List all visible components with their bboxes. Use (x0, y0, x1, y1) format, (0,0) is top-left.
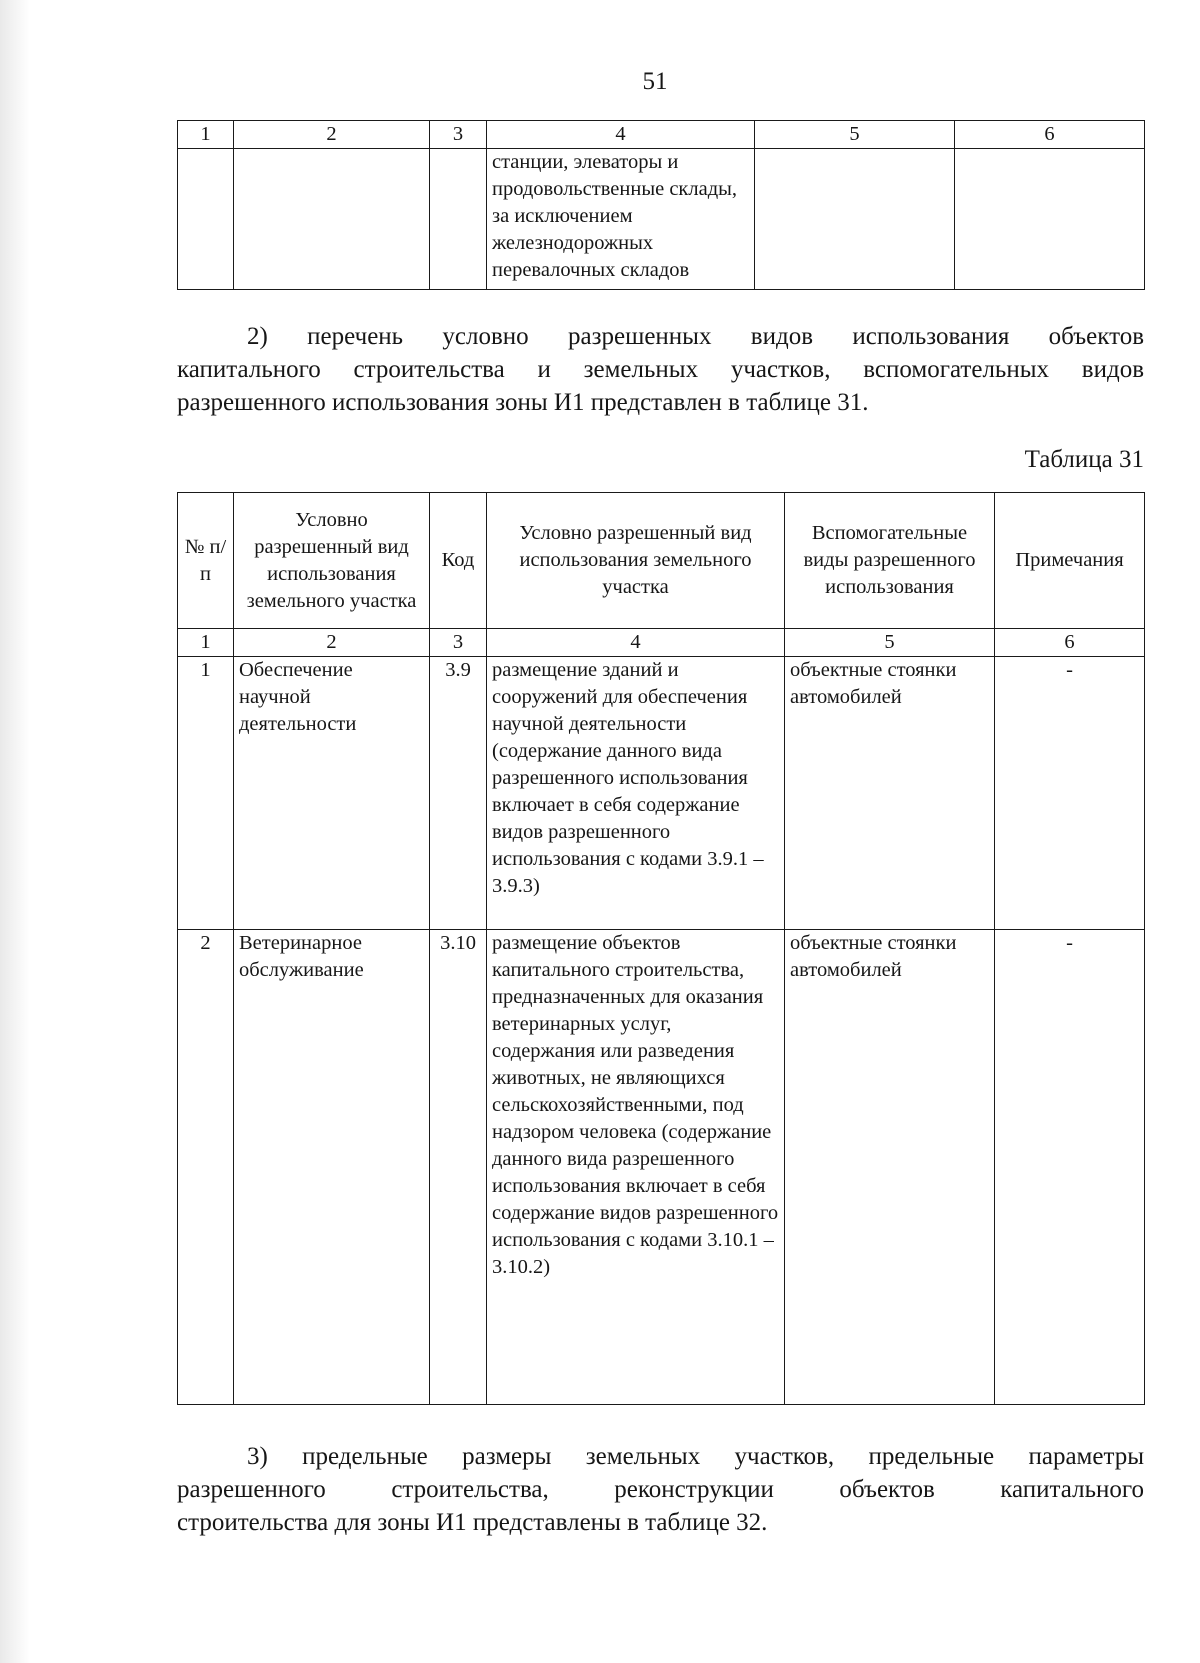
paragraph-line: 3) предельные размеры земельных участков, предельные параметры (247, 1443, 1144, 1470)
table-cell (234, 149, 430, 290)
column-number: 3 (430, 629, 487, 657)
row-aux: объектные стоянки автомобилей (785, 657, 995, 930)
table-cell (755, 149, 955, 290)
column-number: 5 (785, 629, 995, 657)
column-number: 3 (430, 121, 487, 149)
row-notes: - (995, 930, 1145, 1405)
column-number: 2 (234, 121, 430, 149)
row-code: 3.9 (430, 657, 487, 930)
page-number: 51 (642, 68, 668, 95)
paragraph-line: капитального строительства и земельных участков, вспомогательных видов (177, 356, 1144, 383)
column-number: 4 (487, 629, 785, 657)
column-number: 2 (234, 629, 430, 657)
column-number: 6 (995, 629, 1145, 657)
table-row (178, 930, 1145, 1405)
paragraph-2 (177, 320, 1144, 419)
paragraph-line: 2) перечень условно разрешенных видов использования объектов (247, 323, 1144, 350)
header-notes: Примечания (995, 493, 1145, 629)
table-cell (178, 149, 234, 290)
continued-table (177, 120, 1145, 290)
column-number: 1 (178, 629, 234, 657)
header-code: Код (430, 493, 487, 629)
row-description: размещение объектов капитального строительства, предназначенных для оказания ветеринарных услуг, содержания или разведения животных, не являющихся сельскохозяйственными, под надзором человека (содержание данного вида разрешенного использования включает в себя содержание видов разрешенного использования с кодами 3.10.1 – 3.10.2) (487, 930, 785, 1405)
column-number: 1 (178, 121, 234, 149)
scan-edge-shading (0, 0, 30, 1663)
table-row (178, 657, 1145, 930)
row-notes: - (995, 657, 1145, 930)
paragraph-line: разрешенного использования зоны И1 представлен в таблице 31. (177, 389, 869, 416)
paragraph-line: разрешенного строительства, реконструкции объектов капитального (177, 1476, 1144, 1503)
header-kind: Условно разрешенный вид использования земельного участка (234, 493, 430, 629)
column-number: 6 (955, 121, 1145, 149)
table-cell (430, 149, 487, 290)
header-aux: Вспомогательные виды разрешенного использования (785, 493, 995, 629)
column-number: 4 (487, 121, 755, 149)
row-num: 1 (178, 657, 234, 930)
table-cell-description: станции, элеваторы и продовольственные склады, за исключением железнодорожных перевалочных складов (487, 149, 755, 290)
row-code: 3.10 (430, 930, 487, 1405)
table-header-row (178, 493, 1145, 629)
row-kind: Обеспечение научной деятельности (234, 657, 430, 930)
paragraph-line: строительства для зоны И1 представлены в таблице 32. (177, 1509, 768, 1536)
row-kind: Ветеринарное обслуживание (234, 930, 430, 1405)
paragraph-3 (177, 1440, 1144, 1539)
row-num: 2 (178, 930, 234, 1405)
row-description: размещение зданий и сооружений для обеспечения научной деятельности (содержание данного вида разрешенного использования включает в себя содержание видов разрешенного использования с кодами 3.9.1 – 3.9.3) (487, 657, 785, 930)
row-aux: объектные стоянки автомобилей (785, 930, 995, 1405)
column-number-row (178, 629, 1145, 657)
header-num: № п/п (178, 493, 234, 629)
header-land-kind: Условно разрешенный вид использования земельного участка (487, 493, 785, 629)
table-31 (177, 492, 1145, 1405)
column-number-row (178, 121, 1145, 149)
table-row (178, 149, 1145, 290)
table-caption: Таблица 31 (1024, 446, 1144, 473)
table-cell (955, 149, 1145, 290)
column-number: 5 (755, 121, 955, 149)
